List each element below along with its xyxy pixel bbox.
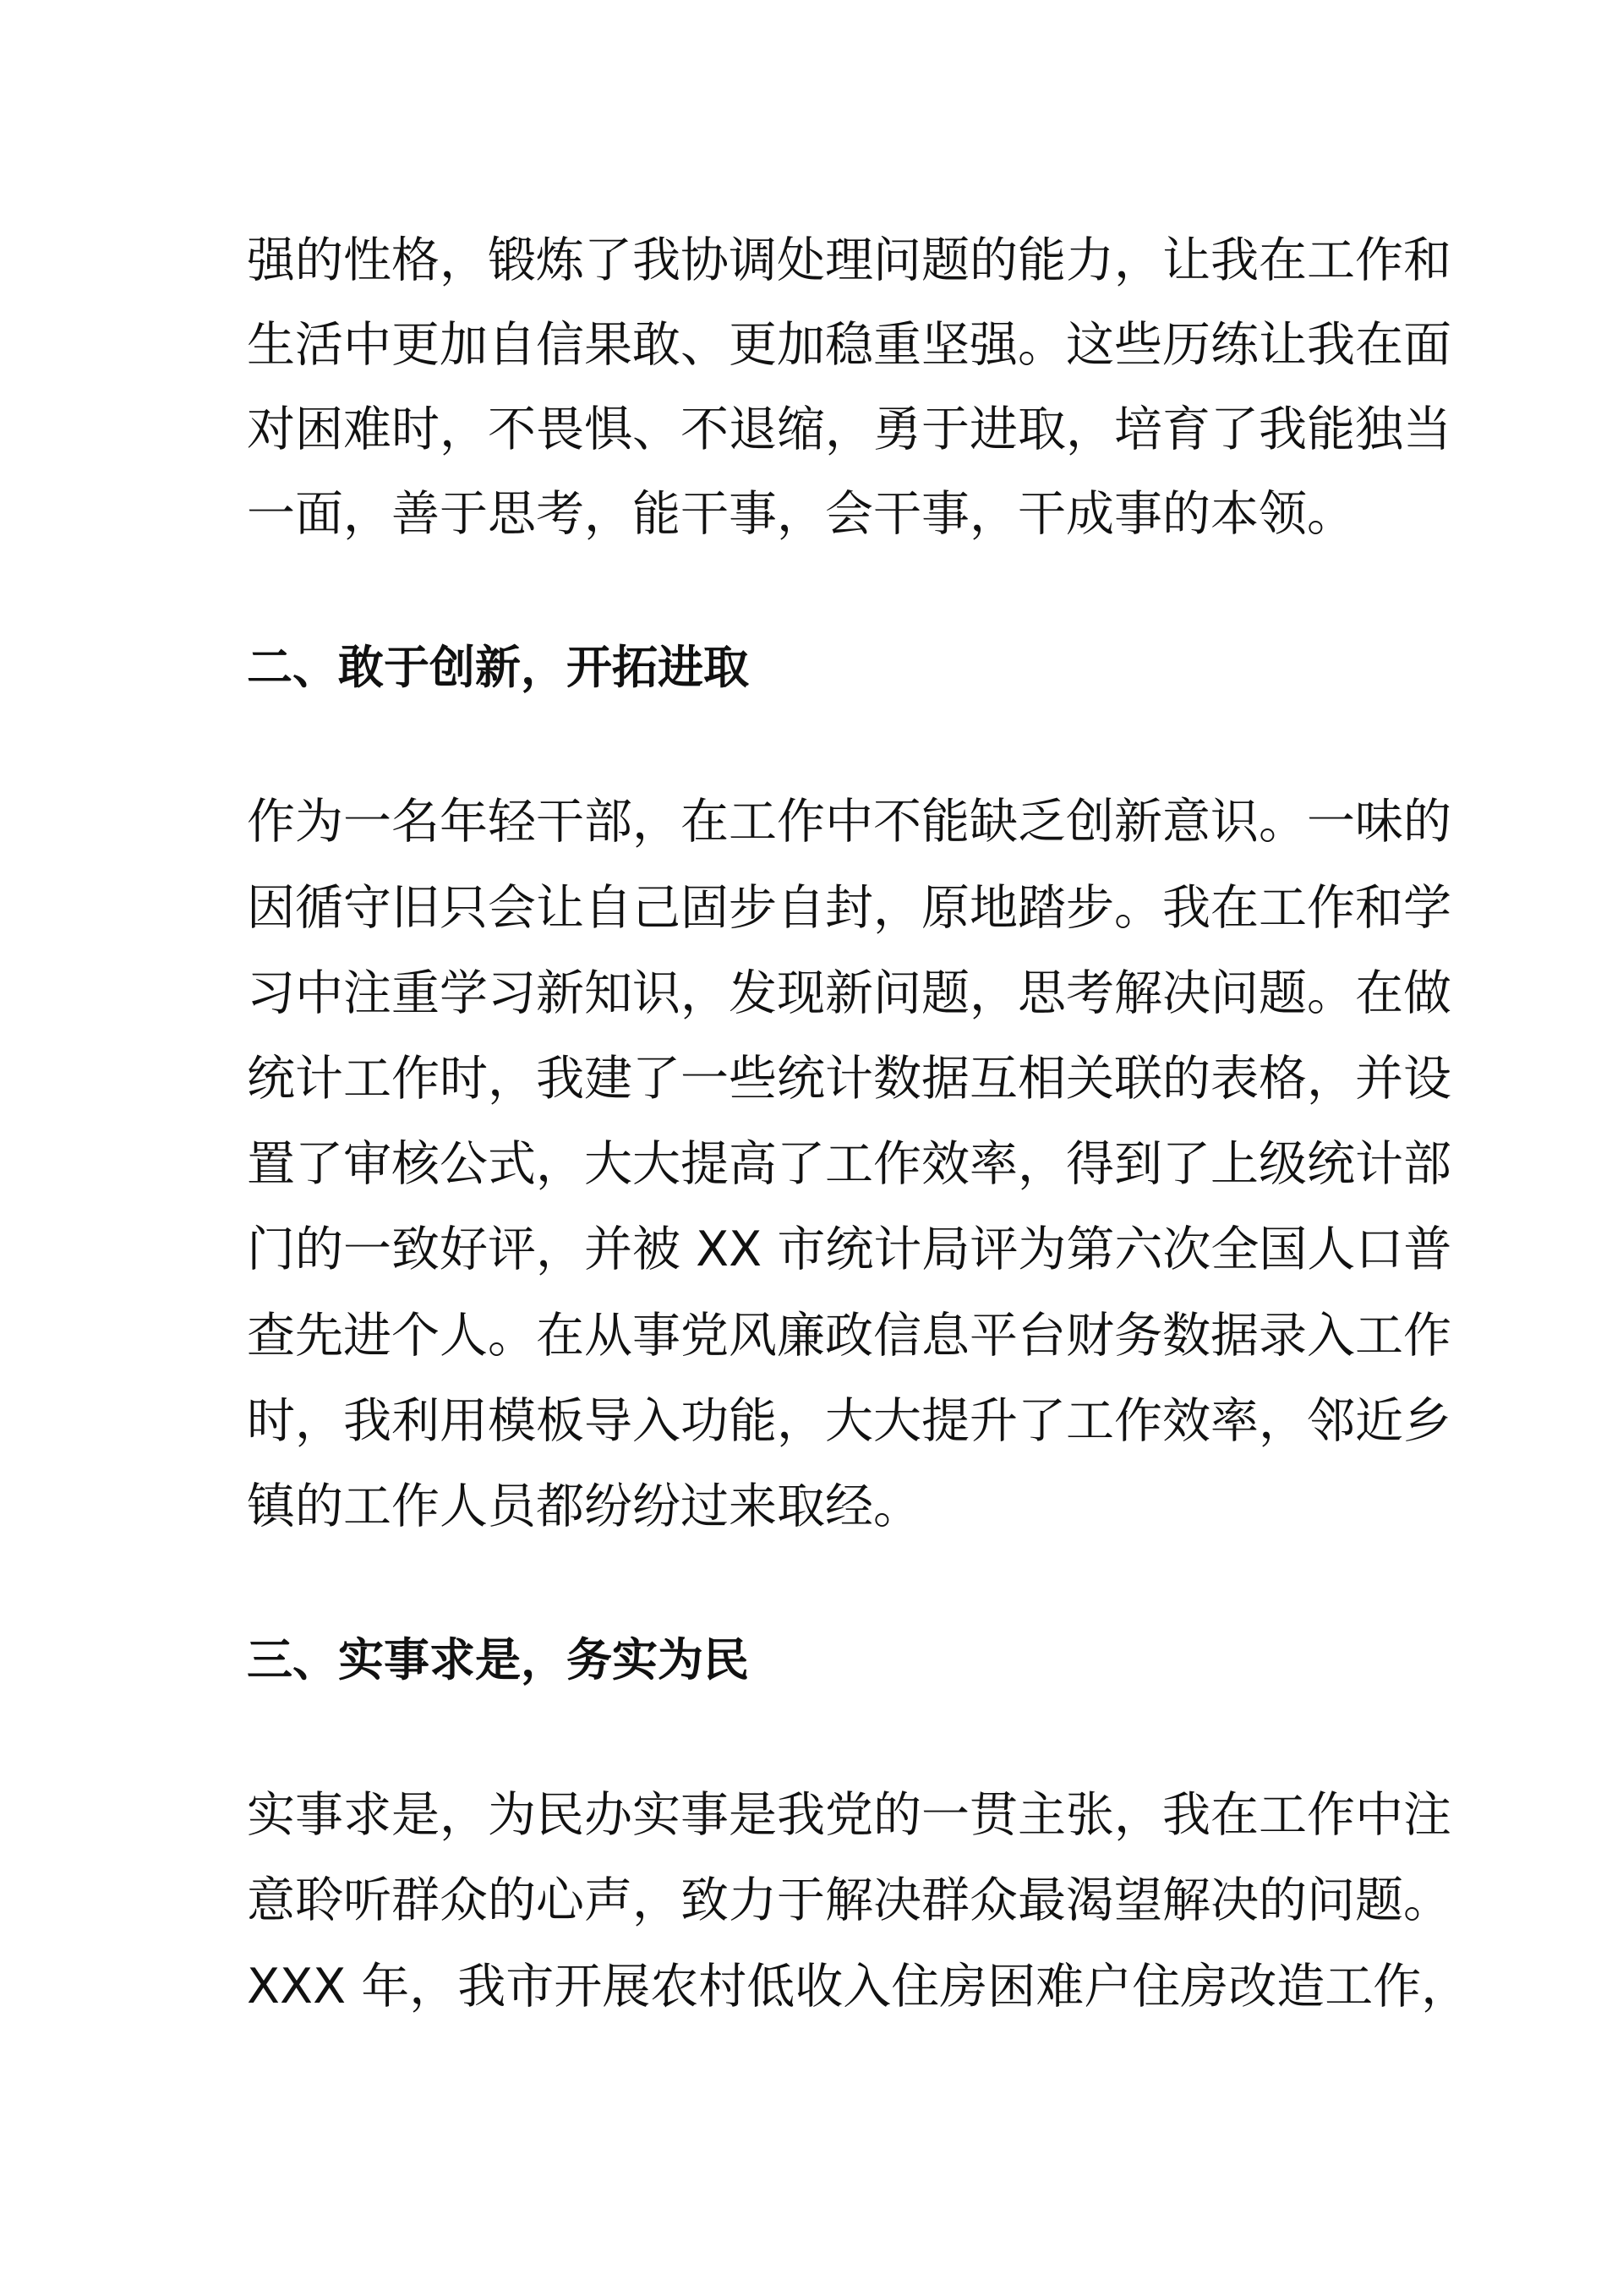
paragraph-line: 对困难时，不畏惧、不退缩，勇于进取，培育了我能独当 — [247, 402, 1451, 457]
paragraph-line: 作为一名年轻干部，在工作中不能缺乏创新意识。一味的 — [247, 794, 1451, 850]
paragraph-line: 时，我利用模板导入功能，大大提升了工作效率，邻近乡 — [247, 1393, 1451, 1449]
paragraph-line: 实事求是，为民办实事是我党的一贯主张，我在工作中注 — [247, 1787, 1451, 1843]
paragraph-line: 统计工作时，我建了一些统计数据互相关联的表格，并设 — [247, 1051, 1451, 1107]
paragraph-line: 镇的工作人员都纷纷过来取经。 — [247, 1479, 921, 1534]
section-heading-2: 二、敢于创新，开拓进取 — [247, 641, 749, 694]
paragraph-line: 习中注重学习新知识，发现新问题，思考解决问题。在做 — [247, 965, 1451, 1021]
paragraph-line: 意聆听群众的心声，致力于解决群众最渴望解决的问题。 — [247, 1872, 1451, 1928]
paragraph-line: 置了审核公式，大大提高了工作效率，得到了上级统计部 — [247, 1136, 1451, 1192]
paragraph-line: 查先进个人。在从事党风廉政信息平台财务数据录入工作 — [247, 1308, 1451, 1364]
paragraph-line: 因循守旧只会让自己固步自封，原地踏步。我在工作和学 — [247, 880, 1451, 936]
section-heading-3: 三、实事求是，务实为民 — [247, 1633, 749, 1686]
paragraph-line: 门的一致好评，并被 XX 市统计局评为第六次全国人口普 — [247, 1222, 1452, 1277]
paragraph-line: 强的性格，锻炼了我协调处理问题的能力，让我在工作和 — [247, 232, 1451, 288]
paragraph-line: 一面，善于思考，能干事，会干事，干成事的本领。 — [247, 486, 1355, 542]
paragraph-line: XXX 年，我市开展农村低收入住房困难户住房改造工作， — [247, 1959, 1470, 2014]
paragraph-line: 生活中更加自信果敢、更加稳重坚强。这些历练让我在面 — [247, 317, 1451, 373]
